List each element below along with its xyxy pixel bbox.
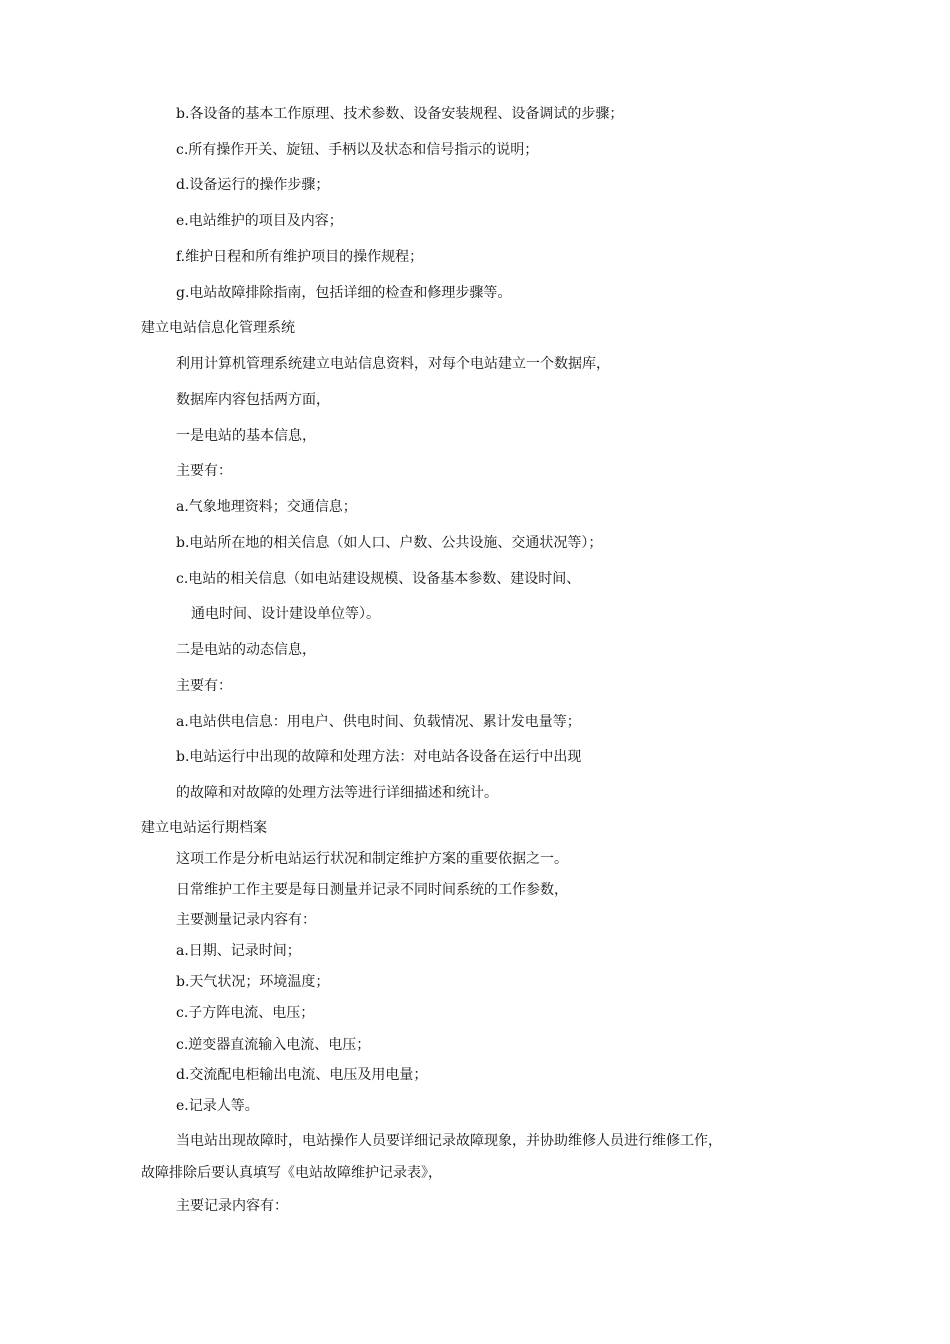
paragraph-line: 一是电站的基本信息， (176, 428, 316, 444)
paragraph-line: 主要测量记录内容有： (176, 912, 316, 928)
paragraph-line: 的故障和对故障的处理方法等进行详细描述和统计。 (176, 785, 498, 801)
paragraph-line: 当电站出现故障时，电站操作人员要详细记录故障现象，并协助维修人员进行维修工作， (176, 1133, 722, 1149)
paragraph-line: e.电站维护的项目及内容； (176, 213, 343, 229)
paragraph-line: a.日期、记录时间； (176, 943, 301, 959)
paragraph-line: 数据库内容包括两方面， (176, 392, 330, 408)
paragraph-line: b.电站所在地的相关信息（如人口、户数、公共设施、交通状况等）； (176, 535, 603, 551)
section-heading: 建立电站信息化管理系统 (141, 320, 295, 336)
paragraph-line: 故障排除后要认真填写《电站故障维护记录表》， (141, 1165, 442, 1181)
paragraph-line: b.天气状况；环境温度； (176, 974, 330, 990)
paragraph-line: g.电站故障排除指南，包括详细的检查和修理步骤等。 (176, 285, 512, 301)
section-heading: 建立电站运行期档案 (141, 820, 267, 836)
paragraph-line: 主要有： (176, 463, 232, 479)
paragraph-line: c.电站的相关信息（如电站建设规模、设备基本参数、建设时间、 (176, 571, 581, 587)
paragraph-line: 主要记录内容有： (176, 1198, 288, 1214)
paragraph-line: a.电站供电信息：用电户、供电时间、负载情况、累计发电量等； (176, 714, 581, 730)
paragraph-line: f.维护日程和所有维护项目的操作规程； (176, 249, 424, 265)
paragraph-line: 通电时间、设计建设单位等）。 (191, 606, 380, 622)
paragraph-line: a.气象地理资料；交通信息； (176, 499, 357, 515)
paragraph-line: 日常维护工作主要是每日测量并记录不同时间系统的工作参数， (176, 882, 568, 898)
paragraph-line: c.子方阵电流、电压； (176, 1005, 315, 1021)
paragraph-line: d.设备运行的操作步骤； (176, 177, 330, 193)
paragraph-line: c.所有操作开关、旋钮、手柄以及状态和信号指示的说明； (176, 142, 539, 158)
paragraph-line: 主要有： (176, 678, 232, 694)
paragraph-line: 这项工作是分析电站运行状况和制定维护方案的重要依据之一。 (176, 851, 568, 867)
paragraph-line: 利用计算机管理系统建立电站信息资料，对每个电站建立一个数据库， (176, 356, 610, 372)
paragraph-line: c.逆变器直流输入电流、电压； (176, 1037, 371, 1053)
paragraph-line: d.交流配电柜输出电流、电压及用电量； (176, 1067, 428, 1083)
paragraph-line: e.记录人等。 (176, 1098, 259, 1114)
paragraph-line: b.各设备的基本工作原理、技术参数、设备安装规程、设备调试的步骤； (176, 106, 624, 122)
paragraph-line: b.电站运行中出现的故障和处理方法：对电站各设备在运行中出现 (176, 749, 582, 765)
paragraph-line: 二是电站的动态信息， (176, 642, 316, 658)
